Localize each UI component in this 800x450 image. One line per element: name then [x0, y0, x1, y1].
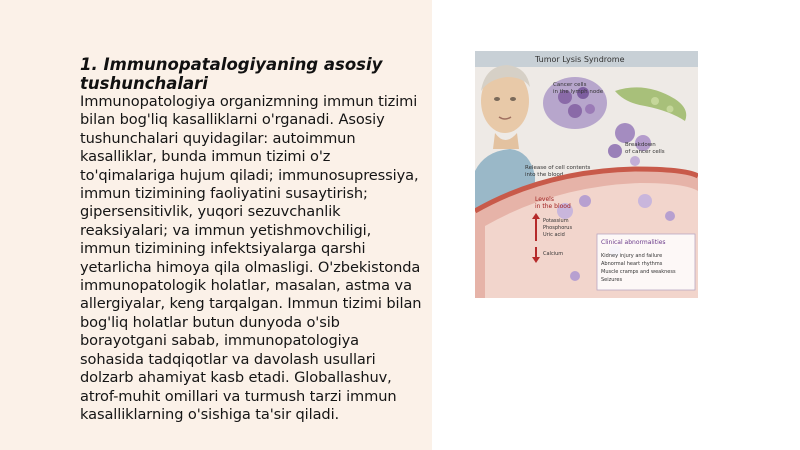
breakdown-label-1: Breakdown [625, 142, 656, 148]
cancer-cells-label-2: in the lymph node [553, 89, 604, 95]
level-up-phosphorus: Phosphorus [543, 225, 573, 231]
release-label-1: Release of cell contents [525, 165, 591, 171]
figure-title: Tumor Lysis Syndrome [535, 55, 625, 64]
cancer-cells-label-1: Cancer cells [553, 82, 587, 88]
section-heading: 1. Immunopatalogiyaning asosiy tushunchalari [80, 55, 383, 93]
clinical-item-4: Seizures [601, 277, 623, 283]
level-up-uric-acid: Uric acid [543, 232, 565, 238]
levels-title-1: Levels [535, 196, 554, 203]
tumor-lysis-illustration [475, 51, 698, 298]
clinical-item-3: Muscle cramps and weakness [601, 269, 676, 275]
clinical-box [597, 234, 695, 290]
body-paragraph: Immunopatologiya organizmning immun tizimi bilan bog'liq kasalliklarni o'rganadi. Asosiy tushunchalari quyidagilar: autoimmun kasalliklar, bunda immun tizimi o'z to'qimalariga hujum qiladi; immunosupressiya, immun tizimining faoliyatini susaytirish; gipersensitivlik, yuqori sezuvchanlik reaksiyalari; va immun yetishmovchiligi, immun tizimining infektsiyalarga qarshi yetarlicha himoya qila olmasligi. O'zbekistonda immunopatologik holatlar, masalan, astma va allergiyalar, keng tarqalgan. Immun tizimi bilan bog'liq holatlar butun dunyoda o'sib borayotgani sabab, immunopatologiya sohasida tadqiqotlar va davolash usullari dolzarb ahamiyat kasb etadi. Globallashuv, atrof-muhit omillari va turmush tarzi immun kasalliklarning o'sishiga ta'sir qiladi. [80, 93, 422, 423]
levels-title-2: in the blood [535, 203, 571, 210]
level-down-calcium: Calcium [543, 251, 564, 257]
breakdown-label-2: of cancer cells [625, 149, 665, 155]
level-up-potassium: Potassium [543, 218, 569, 224]
clinical-item-1: Kidney injury and failure [601, 253, 663, 259]
clinical-item-2: Abnormal heart rhythms [601, 261, 663, 267]
clinical-title: Clinical abnormalities [601, 239, 666, 246]
release-label-2: into the blood [525, 172, 564, 178]
